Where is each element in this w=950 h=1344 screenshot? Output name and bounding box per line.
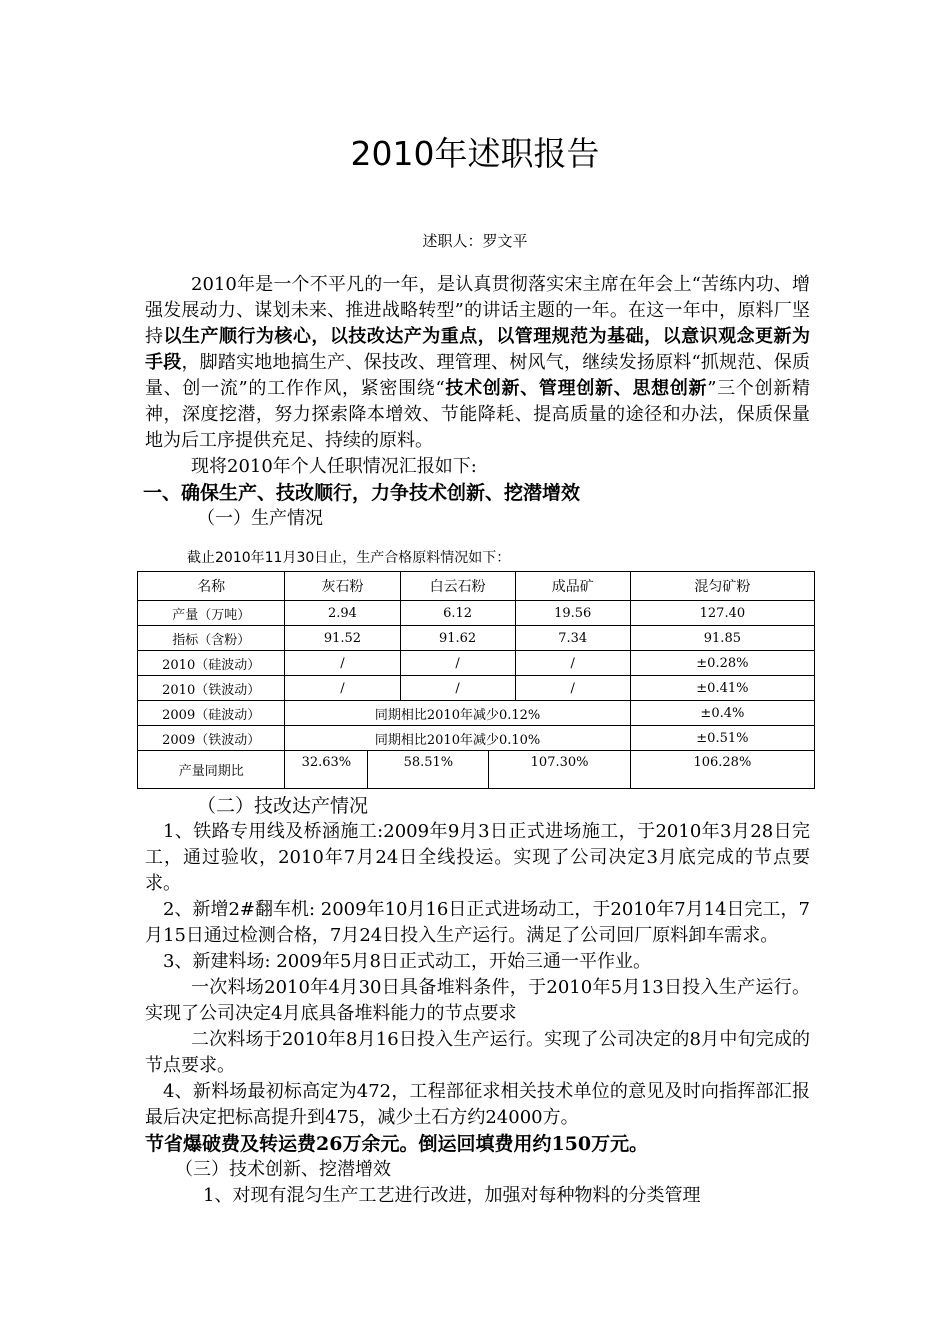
table-cell: 产量（万吨）: [138, 601, 285, 626]
table-cell: 106.28%: [630, 751, 814, 789]
intro-section: [145, 272, 810, 532]
item-4: 4、新料场最初标高定为472，工程部征求相关技术单位的意见及时向指挥部汇报最后决定把标高提升到475，减少土石方约24000方。: [145, 1081, 810, 1128]
item-4-bold: 节省爆破费及转运费26万余元。倒运回填费用约150万元。: [145, 1133, 649, 1155]
table-cell: ±0.41%: [630, 676, 814, 701]
table-cell-merged: 同期相比2010年减少0.10%: [285, 726, 630, 751]
table-header-cell: 成品矿: [515, 572, 630, 601]
table-header-cell: 混匀矿粉: [630, 572, 814, 601]
section-2: [145, 793, 810, 1209]
table-header-cell: 灰石粉: [285, 572, 400, 601]
table-cell: 6.12: [400, 601, 515, 626]
table-header-cell: 白云石粉: [400, 572, 515, 601]
item-3a: 一次料场2010年4月30日具备堆料条件，于2010年5月13日投入生产运行。实现了公司决定4月底具备堆料能力的节点要求: [145, 977, 810, 1024]
table-row: [138, 626, 815, 651]
table-row: [138, 701, 815, 726]
table-row: [138, 651, 815, 676]
ratio-subtable: [285, 751, 629, 788]
table-cell: 2009（铁波动）: [138, 726, 285, 751]
table-cell: 19.56: [515, 601, 630, 626]
table-cell: 2010（硅波动）: [138, 651, 285, 676]
table-cell: 2.94: [285, 601, 400, 626]
table-header-row: [138, 572, 815, 601]
intro-paragraph: 2010年是一个不平凡的一年，是认真贯彻落实宋主席在年会上“苦练内功、增强发展动力、谋划未来、推进战略转型”的讲话主题的一年。在这一年中，原料厂坚持以生产顺行为核心，以技改达产为重点，以管理规范为基础，以意识观念更新为手段，脚踏实地地搞生产、保技改、理管理、树风气，继续发扬原料“抓规范、保质量、创一流”的工作作风，紧密围绕“技术创新、管理创新、思想创新”三个创新精神，深度挖潜，努力探索降本增效、节能降耗、提高质量的途径和办法，保质保量地为后工序提供充足、持续的原料。: [145, 274, 811, 451]
section-heading-1: 一、确保生产、技改顺行，力争技术创新、挖潜增效: [143, 482, 581, 504]
table-cell: /: [400, 676, 515, 701]
production-table: [137, 571, 815, 789]
table-row: [138, 726, 815, 751]
item-2: 2、新增2#翻车机: 2009年10月16日正式进场动工，于2010年7月14日完工，7月15日通过检测合格，7月24日投入生产运行。满足了公司回厂原料卸车需求。: [145, 899, 811, 946]
table-caption: 截止2010年11月30日止，生产合格原料情况如下：: [187, 550, 511, 566]
table-cell: 2009（硅波动）: [138, 701, 285, 726]
table-cell-merged: 同期相比2010年减少0.12%: [285, 701, 630, 726]
subsection-heading-1: （一）生产情况: [197, 508, 323, 529]
table-cell: 127.40: [630, 601, 814, 626]
item-3: 3、新建料场: 2009年5月8日正式动工，开始三通一平作业。: [163, 951, 651, 972]
table-cell: 32.63%: [285, 751, 368, 788]
table-cell: 91.62: [400, 626, 515, 651]
table-cell: 指标（含粉）: [138, 626, 285, 651]
table-cell: ±0.4%: [630, 701, 814, 726]
table-cell: 7.34: [515, 626, 630, 651]
table-cell: 107.30%: [530, 755, 589, 770]
item-s3-1: 1、对现有混匀生产工艺进行改进，加强对每种物料的分类管理: [203, 1185, 701, 1206]
table-cell: /: [285, 676, 400, 701]
author-line: 述职人：罗文平: [422, 232, 528, 250]
table-cell: ±0.28%: [630, 651, 814, 676]
table-header-cell: 名称: [138, 572, 285, 601]
table-row: [138, 751, 815, 789]
table-cell: /: [515, 676, 630, 701]
page-title: 2010年述职报告: [350, 134, 600, 173]
table-cell: 91.85: [630, 626, 814, 651]
table-cell: 91.52: [285, 626, 400, 651]
table-cell: 产量同期比: [138, 751, 285, 789]
table-row: [138, 601, 815, 626]
subsection-heading-3: （三）技术创新、挖潜增效: [175, 1159, 391, 1180]
table-cell: /: [285, 651, 400, 676]
table-cell-group: [285, 751, 630, 789]
intro-paragraph-2: 现将2010年个人任职情况汇报如下:: [191, 456, 477, 477]
table-cell: 58.51%: [368, 751, 489, 788]
table-cell: 2010（铁波动）: [138, 676, 285, 701]
item-1: 1、铁路专用线及桥涵施工:2009年9月3日正式进场施工，于2010年3月28日完工，通过验收，2010年7月24日全线投运。实现了公司决定3月底完成的节点要求。: [145, 821, 810, 894]
item-3b: 二次料场于2010年8月16日投入生产运行。实现了公司决定的8月中旬完成的节点要求。: [145, 1029, 810, 1076]
table-cell: ±0.51%: [630, 726, 814, 751]
table-cell: /: [400, 651, 515, 676]
table-cell: /: [515, 651, 630, 676]
subsection-heading-2: （二）技改达产情况: [197, 795, 369, 817]
table-row: [138, 676, 815, 701]
